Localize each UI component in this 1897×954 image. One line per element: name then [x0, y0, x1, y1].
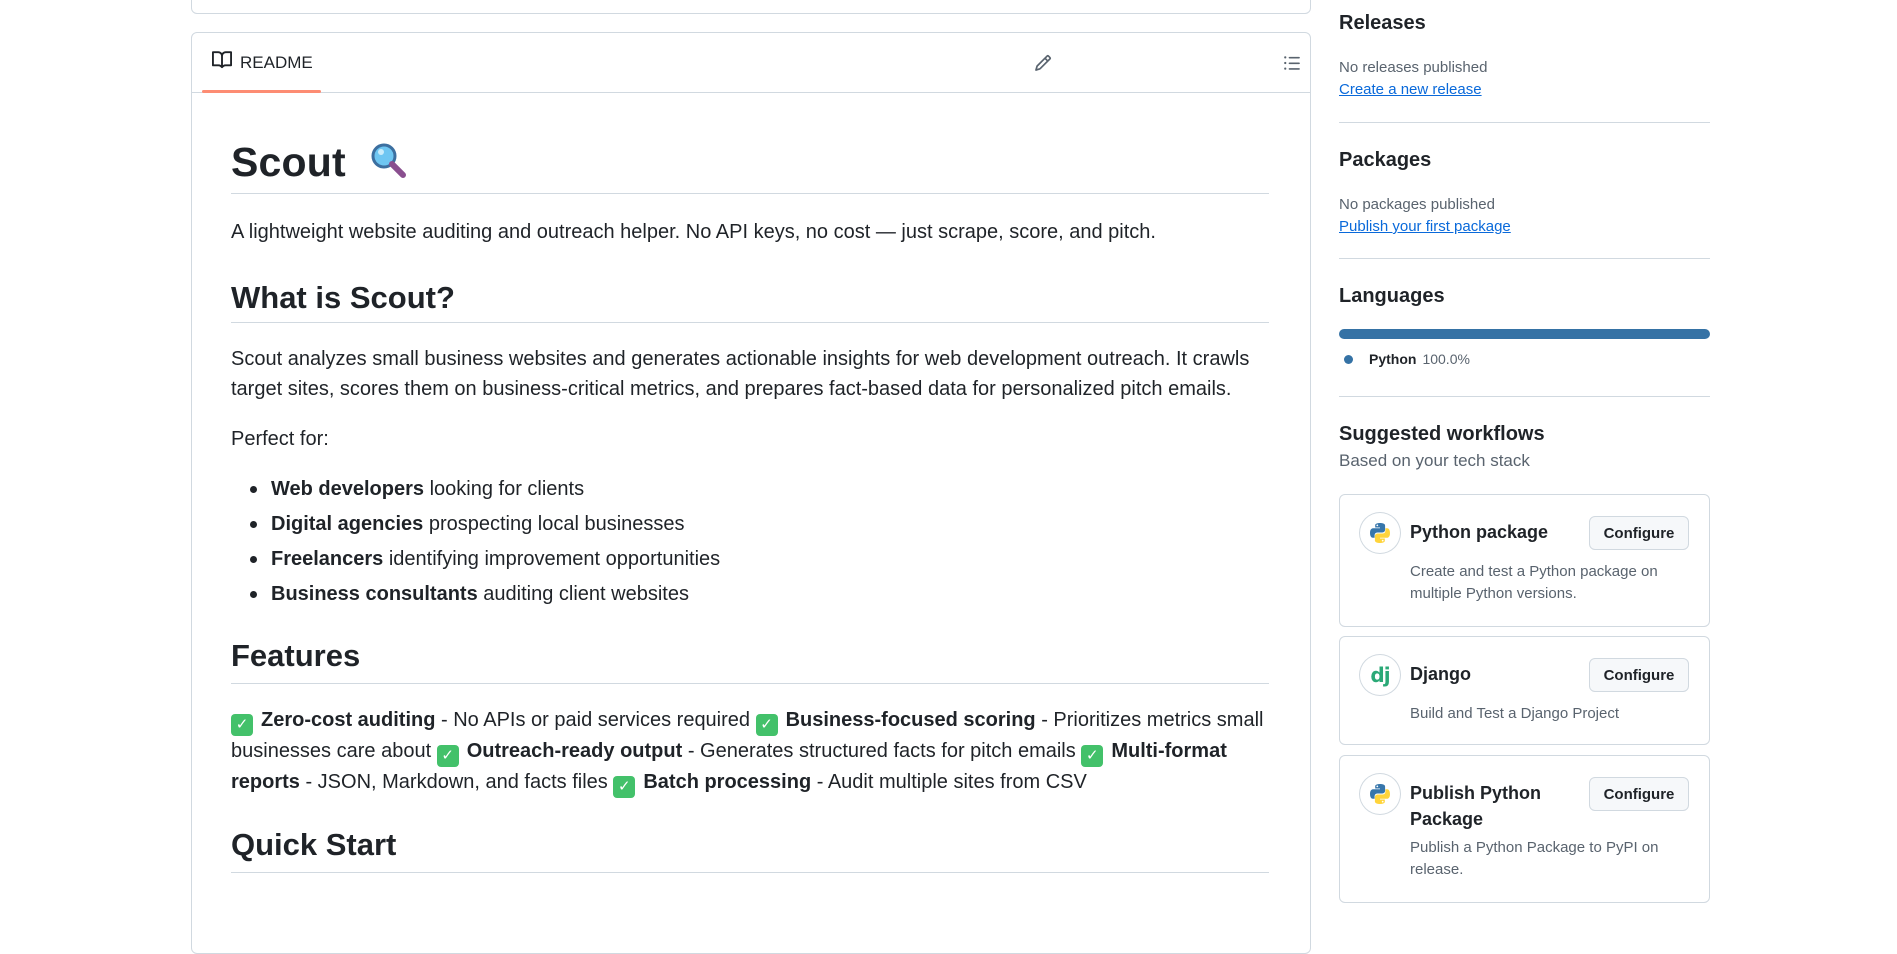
create-release-link[interactable]: Create a new release — [1339, 81, 1482, 98]
features-text: ✓ Zero-cost auditing - No APIs or paid services required ✓ Business-focused scoring - Prioritizes metrics small businesses care about ✓ Outreach-ready output - Generates structured facts for pitch emails ✓ Multi-format reports - JSON, Markdown, and facts files ✓ Batch processing - Audit multiple sites from CSV — [231, 705, 1269, 798]
readme-title — [231, 140, 408, 187]
readme-title-text: Scout — [231, 139, 346, 185]
divider — [231, 322, 1269, 323]
language-item-python[interactable] — [1339, 351, 1470, 367]
language-name: Python — [1369, 351, 1417, 367]
audience-list — [231, 476, 720, 616]
workflow-title: Publish Python Package — [1410, 783, 1542, 829]
workflow-title: Python package — [1410, 522, 1549, 542]
python-icon — [1360, 774, 1400, 814]
table-of-contents-icon[interactable] — [1280, 51, 1304, 75]
releases-heading[interactable]: Releases — [1339, 12, 1426, 34]
divider — [231, 872, 1269, 873]
intro-text: A lightweight website auditing and outreach helper. No API keys, no cost — just scrape, score, and pitch. — [231, 221, 1156, 243]
divider — [231, 193, 1269, 194]
heading-what-is-scout: What is Scout? — [231, 280, 455, 315]
heading-features: Features — [231, 638, 361, 673]
packages-status: No packages published — [1339, 196, 1495, 213]
workflow-card-python-package — [1339, 494, 1710, 627]
configure-button[interactable]: Configure — [1589, 658, 1689, 692]
divider — [1339, 122, 1710, 123]
active-tab-underline — [202, 90, 321, 93]
workflow-desc: Create and test a Python package on multiple Python versions. — [1410, 563, 1658, 602]
workflow-card-django — [1339, 636, 1710, 745]
tab-readme-label: README — [240, 52, 313, 72]
workflow-desc: Publish a Python Package to PyPI on release. — [1410, 839, 1659, 878]
workflow-title: Django — [1410, 664, 1471, 684]
checkmark-icon: ✓ — [437, 745, 459, 767]
language-percent: 100.0% — [1422, 351, 1470, 367]
workflow-desc: Build and Test a Django Project — [1410, 705, 1620, 722]
checkmark-icon: ✓ — [231, 714, 253, 736]
divider — [1339, 396, 1710, 397]
configure-button[interactable]: Configure — [1589, 777, 1689, 811]
checkmark-icon: ✓ — [1081, 745, 1103, 767]
perfect-for-label: Perfect for: — [231, 428, 329, 450]
book-icon — [212, 50, 232, 75]
what-text: Scout analyzes small business websites and generates actionable insights for web development outreach. It crawls target sites, scores them on business-critical metrics, and prepares fact-based data for personalized pitch emails. — [231, 348, 1250, 400]
workflows-heading: Suggested workflows — [1339, 423, 1545, 445]
django-icon: dj — [1360, 655, 1400, 695]
list-item: Freelancers identifying improvement opportunities — [231, 546, 720, 581]
top-box — [191, 0, 1311, 14]
readme-header — [192, 33, 1310, 93]
checkmark-icon: ✓ — [613, 776, 635, 798]
language-bar-python — [1339, 329, 1710, 339]
magnifier-icon — [368, 140, 408, 187]
divider — [1339, 258, 1710, 259]
heading-quick-start: Quick Start — [231, 827, 397, 862]
releases-status: No releases published — [1339, 59, 1488, 76]
workflow-card-publish-python-package — [1339, 755, 1710, 903]
tab-readme[interactable] — [202, 33, 321, 92]
edit-pencil-icon[interactable] — [1031, 51, 1055, 75]
python-icon — [1360, 513, 1400, 553]
workflows-subheading: Based on your tech stack — [1339, 451, 1530, 470]
list-item: Business consultants auditing client websites — [231, 581, 720, 616]
languages-heading: Languages — [1339, 285, 1445, 307]
packages-heading[interactable]: Packages — [1339, 149, 1432, 171]
python-color-dot — [1344, 355, 1353, 364]
list-item: Digital agencies prospecting local businesses — [231, 511, 720, 546]
list-item: Web developers looking for clients — [231, 476, 720, 511]
divider — [231, 683, 1269, 684]
publish-package-link[interactable]: Publish your first package — [1339, 218, 1511, 235]
checkmark-icon: ✓ — [756, 714, 778, 736]
configure-button[interactable]: Configure — [1589, 516, 1689, 550]
